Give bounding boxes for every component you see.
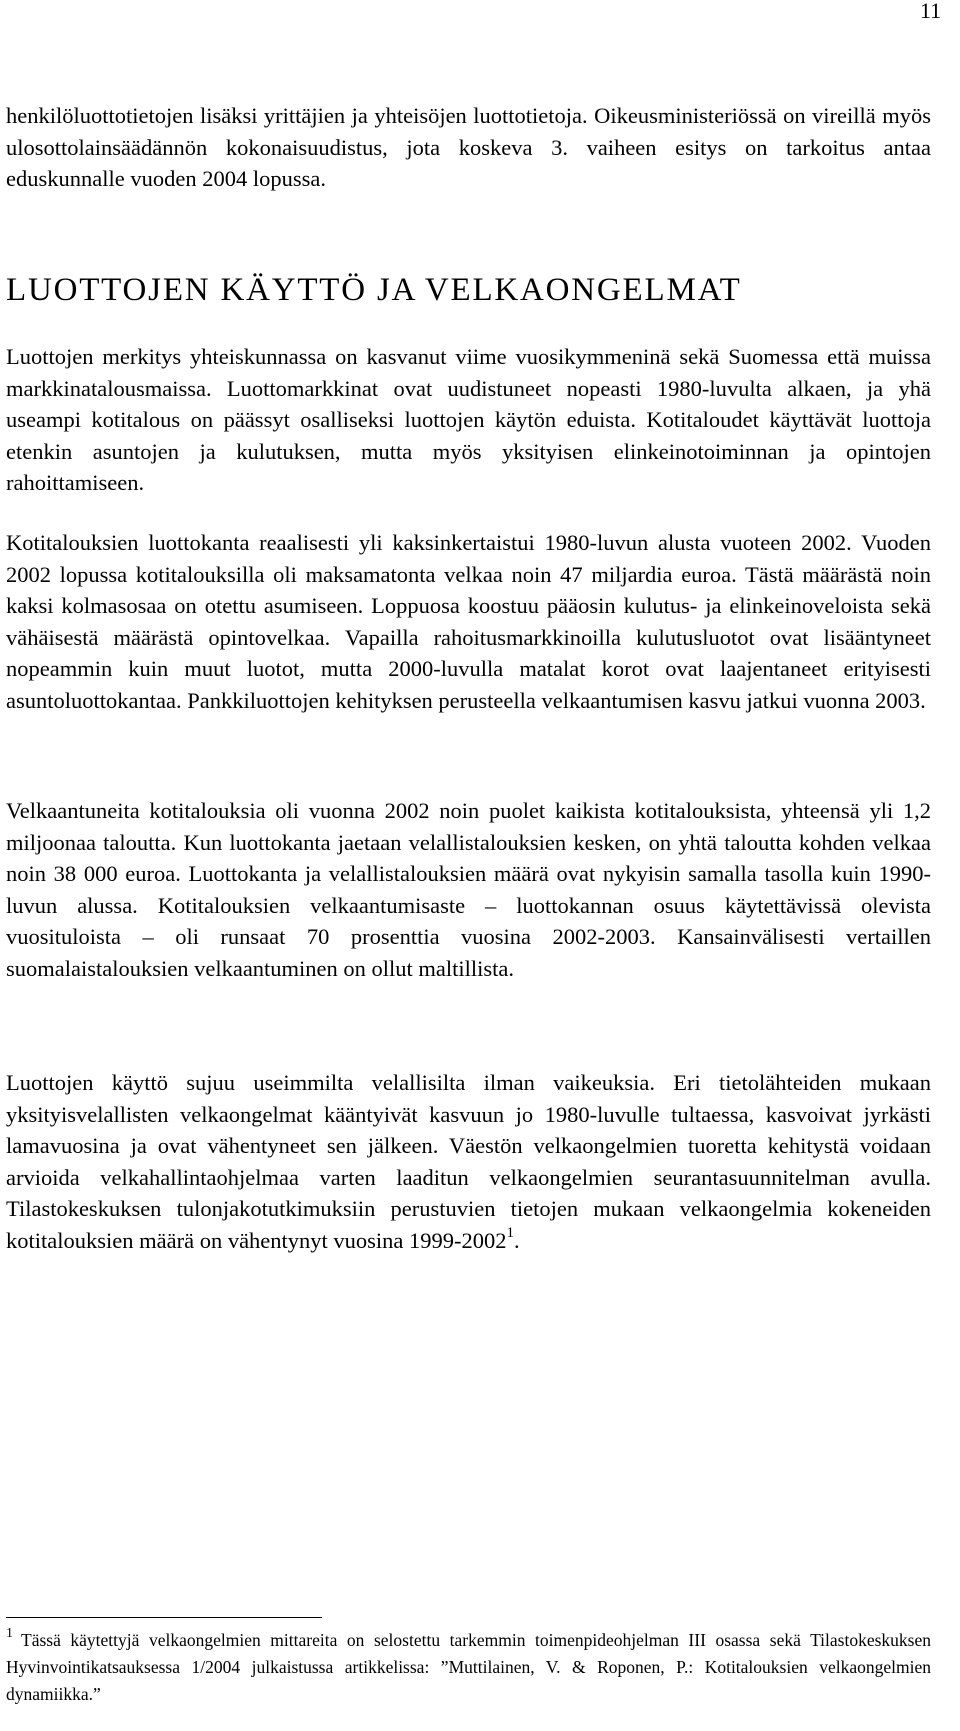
section-heading: LUOTTOJEN KÄYTTÖ JA VELKAONGELMAT [6,272,742,308]
paragraph-end: . [514,1227,520,1253]
body-paragraph-1 [6,341,931,499]
paragraph-text: Luottojen merkitys yhteiskunnassa on kasvanut viime vuosikymmeninä sekä Suomessa että muissa markkinatalousmaissa. Luottomarkkinat ovat uudistuneet nopeasti 1980-luvulta alkaen, ja yhä useampi kotitalous on päässyt osalliseksi luottojen käytön eduista. Kotitaloudet käyttävät luottoja etenkin asuntojen ja kulutuksen, mutta myös yksityisen elinkeinotoiminnan ja opintojen rahoittamiseen. [6,344,931,495]
footnote-wrapper [6,1627,931,1708]
footnote-text: Tässä käytettyjä velkaongelmien mittareita on selostettu tarkemmin toimenpideohjelman III osassa sekä Tilastokeskuksen Hyvinvointikatsauksessa 1/2004 julkaistussa artikkelissa: ”Muttilainen, V. & Roponen, P.: Kotitalouksien velkaongelmien dynamiikka.” [6,1630,931,1704]
footnote-marker: 1 [6,1626,13,1642]
body-paragraph-2 [6,527,931,716]
paragraph-text: Luottojen käyttö sujuu useimmilta velallisilta ilman vaikeuksia. Eri tietolähteiden mukaan yksityisvelallisten velkaongelmat kääntyivät kasvuun jo 1980-luvulle tultaessa, kasvoivat jyrkästi lamavuosina ja ovat vähentyneet sen jälkeen. Väestön velkaongelmien tuoretta kehitystä voidaan arvioida velkahallintaohjelmaa varten laaditun velkaongelmien seurantasuunnitelman avulla. Tilastokeskuksen tulonjakotutkimuksiin perustuvien tietojen mukaan velkaongelmia kokeneiden kotitalouksien määrä on vähentynyt vuosina 1999-2002 [6,1070,931,1253]
body-paragraph-4 [6,1067,931,1256]
footnote-divider [6,1617,322,1618]
body-paragraph-3 [6,795,931,984]
footnote-reference[interactable]: 1 [506,1225,515,1241]
paragraph-text: henkilöluottotietojen lisäksi yrittäjien ja yhteisöjen luottotietoja. Oikeusministeriössä on vireillä myös ulosottolainsäädännön kokonaisuudistus, jota koskeva 3. vaiheen esitys on tarkoitus antaa eduskunnalle vuoden 2004 lopussa. [6,103,931,191]
intro-paragraph [6,100,931,195]
paragraph-text: Kotitalouksien luottokanta reaalisesti yli kaksinkertaistui 1980-luvun alusta vuoteen 2002. Vuoden 2002 lopussa kotitalouksilla oli maksamatonta velkaa noin 47 miljardia euroa. Tästä määrästä noin kaksi kolmasosaa on otettu asumiseen. Loppuosa koostuu pääosin kulutus- ja elinkeinoveloista sekä vähäisestä määrästä opintovelkaa. Vapailla rahoitusmarkkinoilla kulutusluotot ovat lisääntyneet nopeammin kuin muut luotot, mutta 2000-luvulla matalat korot ovat laajentaneet erityisesti asuntoluottokantaa. Pankkiluottojen kehityksen perusteella velkaantumisen kasvu jatkui vuonna 2003. [6,530,931,713]
paragraph-text: Velkaantuneita kotitalouksia oli vuonna 2002 noin puolet kaikista kotitalouksista, yhteensä yli 1,2 miljoonaa taloutta. Kun luottokanta jaetaan velallistalouksien kesken, on yhtä taloutta kohden velkaa noin 38 000 euroa. Luottokanta ja velallistalouksien määrä ovat nykyisin samalla tasolla kuin 1990-luvun alussa. Kotitalouksien velkaantumisaste – luottokannan osuus käytettävissä olevista vuosituloista – oli runsaat 70 prosenttia vuosina 2002-2003. Kansainvälisesti vertaillen suomalaistalouksien velkaantuminen on ollut maltillista. [6,798,931,981]
footnote [6,1627,931,1708]
paragraph-4-wrapper [6,1067,931,1256]
page-number: 11 [920,0,942,23]
